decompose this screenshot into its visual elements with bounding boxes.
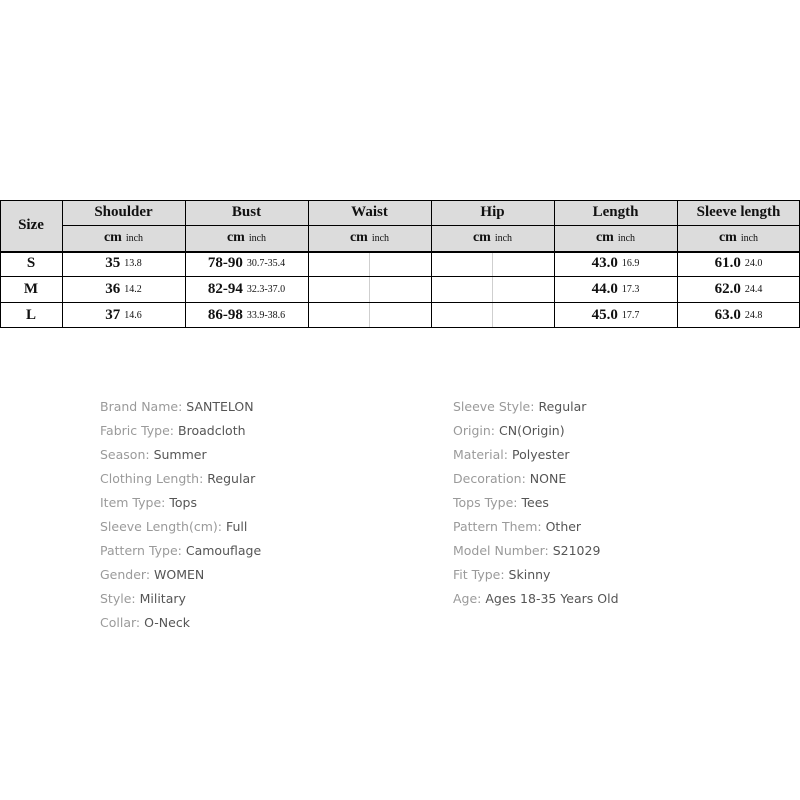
grid-vline xyxy=(62,200,63,328)
unit-cm-label: cm xyxy=(472,230,491,245)
spec-value: NONE xyxy=(529,471,567,486)
spec-item xyxy=(100,587,261,611)
value-cm: 43.0 xyxy=(591,255,618,271)
size-header: Size xyxy=(0,200,62,251)
spec-key: Age: xyxy=(453,591,482,606)
value-inch: 17.3 xyxy=(621,283,640,295)
spec-value: Polyester xyxy=(511,447,570,462)
spec-key: Material: xyxy=(453,447,508,462)
value-inch: 17.7 xyxy=(621,309,640,321)
spec-value: Summer xyxy=(153,447,207,462)
spec-item xyxy=(453,491,619,515)
measurement-cell xyxy=(431,251,554,276)
value-cm: 36 xyxy=(105,280,121,297)
spec-key: Brand Name: xyxy=(100,399,183,414)
spec-item xyxy=(453,443,619,467)
spec-value: O-Neck xyxy=(144,615,190,630)
measurement-cell xyxy=(431,276,554,302)
value-cm: 61.0 xyxy=(714,255,741,271)
spec-key: Pattern Type: xyxy=(100,543,182,558)
unit-inch-label: inch xyxy=(371,232,390,244)
value-inch: 14.2 xyxy=(124,283,142,295)
column-header: Shoulder xyxy=(62,200,185,225)
unit-header xyxy=(554,225,677,251)
value-inch: 24.4 xyxy=(744,283,763,295)
spec-key: Style: xyxy=(100,591,136,606)
spec-value: S21029 xyxy=(552,543,601,558)
spec-value: Full xyxy=(225,519,248,534)
grid-hline xyxy=(0,251,800,253)
spec-item xyxy=(100,395,261,419)
spec-key: Item Type: xyxy=(100,495,166,510)
spec-key: Sleeve Style: xyxy=(453,399,535,414)
unit-header xyxy=(677,225,800,251)
spec-value: Regular xyxy=(538,399,587,414)
cell-divider xyxy=(369,276,370,302)
value-inch: 33.9-38.6 xyxy=(246,309,286,321)
measurement-cell xyxy=(554,302,677,328)
spec-item xyxy=(453,563,619,587)
spec-list-left xyxy=(100,395,261,635)
spec-list-right xyxy=(453,395,619,611)
measurement-cell xyxy=(677,302,800,328)
measurement-cell xyxy=(554,251,677,276)
column-header: Sleeve length xyxy=(677,200,800,225)
spec-item xyxy=(100,467,261,491)
measurement-cell xyxy=(185,302,308,328)
value-inch: 13.8 xyxy=(124,258,142,269)
grid-hline xyxy=(0,327,800,328)
spec-item xyxy=(453,395,619,419)
spec-value: Regular xyxy=(207,471,256,486)
measurement-cell xyxy=(62,302,185,328)
spec-key: Origin: xyxy=(453,423,495,438)
unit-cm-label: cm xyxy=(349,230,368,245)
cell-divider xyxy=(492,276,493,302)
cell-divider xyxy=(492,251,493,276)
unit-header xyxy=(62,225,185,251)
unit-header xyxy=(308,225,431,251)
measurement-cell xyxy=(62,276,185,302)
size-label: L xyxy=(25,306,36,323)
grid-vline xyxy=(677,200,678,328)
value-inch: 16.9 xyxy=(621,258,640,269)
spec-key: Model Number: xyxy=(453,543,549,558)
unit-inch-label: inch xyxy=(494,232,513,244)
value-inch: 24.0 xyxy=(744,258,763,269)
grid-vline xyxy=(554,200,555,328)
spec-value: Camouflage xyxy=(185,543,262,558)
size-label: M xyxy=(23,280,39,297)
cell-divider xyxy=(369,302,370,328)
measurement-cell xyxy=(677,251,800,276)
grid-vline xyxy=(0,200,1,328)
spec-item xyxy=(453,587,619,611)
value-cm: 37 xyxy=(105,306,121,323)
spec-value: CN(Origin) xyxy=(498,423,565,438)
unit-cm-label: cm xyxy=(103,230,122,245)
spec-key: Collar: xyxy=(100,615,141,630)
measurement-cell xyxy=(185,276,308,302)
spec-key: Fabric Type: xyxy=(100,423,175,438)
size-label: S xyxy=(26,255,36,271)
grid-hline xyxy=(0,200,800,201)
spec-value: WOMEN xyxy=(154,567,205,582)
grid-vline xyxy=(308,200,309,328)
column-header: Length xyxy=(554,200,677,225)
measurement-cell xyxy=(185,251,308,276)
cell-divider xyxy=(369,251,370,276)
spec-item xyxy=(453,419,619,443)
value-cm: 35 xyxy=(105,255,121,271)
spec-key: Pattern Them: xyxy=(453,519,542,534)
spec-item xyxy=(100,563,261,587)
column-header: Waist xyxy=(308,200,431,225)
spec-item xyxy=(100,491,261,515)
spec-key: Season: xyxy=(100,447,150,462)
value-inch: 30.7-35.4 xyxy=(246,258,286,269)
spec-key: Fit Type: xyxy=(453,567,505,582)
measurement-cell xyxy=(308,276,431,302)
unit-header xyxy=(431,225,554,251)
spec-value: Skinny xyxy=(508,567,551,582)
unit-cm-label: cm xyxy=(226,230,245,245)
value-inch: 24.8 xyxy=(744,309,763,321)
unit-inch-label: inch xyxy=(740,232,759,244)
unit-inch-label: inch xyxy=(125,232,144,244)
spec-item xyxy=(100,515,261,539)
cell-divider xyxy=(492,302,493,328)
spec-value: Ages 18-35 Years Old xyxy=(485,591,619,606)
spec-item xyxy=(100,419,261,443)
value-inch: 32.3-37.0 xyxy=(246,283,286,295)
unit-header xyxy=(185,225,308,251)
spec-value: SANTELON xyxy=(186,399,254,414)
grid-vline xyxy=(431,200,432,328)
column-header: Hip xyxy=(431,200,554,225)
spec-value: Tees xyxy=(521,495,549,510)
value-inch: 14.6 xyxy=(124,309,142,321)
column-header: Bust xyxy=(185,200,308,225)
grid-vline xyxy=(185,200,186,328)
spec-item xyxy=(100,611,261,635)
value-cm: 82-94 xyxy=(207,280,243,297)
value-cm: 78-90 xyxy=(207,255,243,271)
unit-cm-label: cm xyxy=(595,230,614,245)
spec-key: Decoration: xyxy=(453,471,526,486)
spec-key: Clothing Length: xyxy=(100,471,204,486)
measurement-cell xyxy=(554,276,677,302)
size-chart-table xyxy=(0,200,800,328)
spec-item xyxy=(100,539,261,563)
value-cm: 86-98 xyxy=(207,306,243,323)
grid-hline xyxy=(0,276,800,277)
grid-hline xyxy=(0,302,800,303)
value-cm: 63.0 xyxy=(714,306,741,323)
unit-inch-label: inch xyxy=(617,232,636,244)
unit-cm-label: cm xyxy=(718,230,737,245)
spec-value: Tops xyxy=(169,495,197,510)
spec-value: Military xyxy=(139,591,186,606)
value-cm: 44.0 xyxy=(591,280,618,297)
spec-value: Broadcloth xyxy=(178,423,246,438)
spec-key: Tops Type: xyxy=(453,495,518,510)
value-cm: 45.0 xyxy=(591,306,618,323)
spec-value: Other xyxy=(545,519,582,534)
spec-key: Sleeve Length(cm): xyxy=(100,519,222,534)
grid-hline xyxy=(62,225,800,226)
spec-item xyxy=(100,443,261,467)
measurement-cell xyxy=(677,276,800,302)
spec-item xyxy=(453,515,619,539)
measurement-cell xyxy=(308,251,431,276)
value-cm: 62.0 xyxy=(714,280,741,297)
spec-item xyxy=(453,539,619,563)
measurement-cell xyxy=(62,251,185,276)
spec-key: Gender: xyxy=(100,567,151,582)
measurement-cell xyxy=(431,302,554,328)
measurement-cell xyxy=(308,302,431,328)
spec-item xyxy=(453,467,619,491)
unit-inch-label: inch xyxy=(248,232,267,244)
